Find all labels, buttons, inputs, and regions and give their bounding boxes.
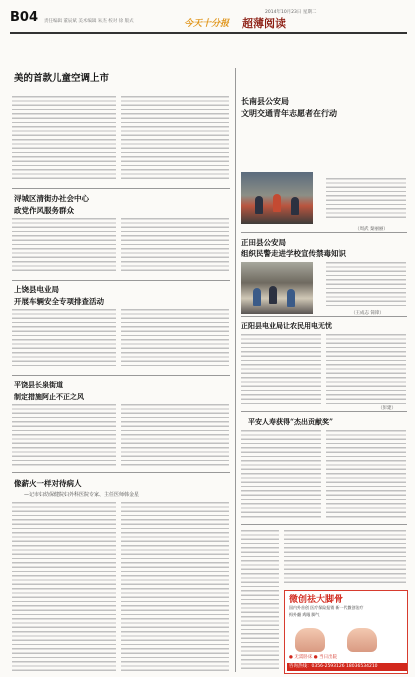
divider	[12, 280, 230, 281]
photo-credit: （周武 秦丽丽）	[355, 227, 388, 232]
police-title-2: 文明交通青年志愿者在行动	[241, 108, 337, 118]
police-title: 长南县公安局	[241, 96, 289, 106]
pingxiang-body-col1	[12, 404, 116, 466]
jiujiang-body-col2	[121, 218, 229, 274]
article-body	[241, 530, 279, 670]
safety-body-col1	[241, 430, 321, 518]
ad-title: 微创祛大脚骨	[289, 595, 344, 605]
photo-credit: （王成志 简锋）	[351, 311, 384, 316]
feature-subtitle: —记市妇幼保健院妇外科医院专家、主任医师韩金星	[24, 492, 140, 498]
pingxiang-body-col2	[121, 404, 229, 466]
person-figure	[253, 288, 261, 306]
divider	[241, 411, 407, 412]
safety-title: 平安人寿获得“杰出贡献奖”	[248, 417, 334, 426]
divider	[12, 472, 230, 473]
feature-title: 像薪火一样对待病人	[14, 479, 82, 488]
divider	[241, 232, 407, 233]
column-separator	[235, 68, 236, 672]
jiujiang-body-col1	[12, 218, 116, 274]
divider	[12, 375, 230, 376]
page-number: B04	[10, 10, 38, 25]
divider	[241, 524, 407, 525]
feature-body-col2	[121, 502, 229, 672]
ad-line: 国内外首创 医疗保险报销 新一代微创治疗	[289, 605, 364, 610]
section-title: 超薄阅读	[242, 17, 286, 30]
masthead	[10, 6, 407, 34]
person-figure	[273, 194, 281, 212]
person-figure	[291, 197, 299, 215]
zhengtian-title: 正田县公安局	[241, 238, 286, 247]
person-figure	[269, 286, 277, 304]
pingxiang-title: 平饶县长泉街道	[14, 380, 63, 389]
zhengtian-title-2: 组织民警走进学校宣传禁毒知识	[241, 249, 346, 258]
power-body-col1	[241, 334, 321, 404]
foot-image	[347, 628, 377, 652]
shangrao-title-2: 开展车辆安全专项排查活动	[14, 297, 104, 306]
shangrao-body-col1	[12, 309, 116, 369]
shangrao-title: 上饶县电业局	[14, 285, 59, 294]
person-figure	[287, 289, 295, 307]
divider	[241, 316, 407, 317]
ad-bullets: ● 无需卧床 ● 当日出院	[289, 655, 338, 660]
school-photo	[241, 262, 313, 314]
ad-box	[284, 590, 408, 674]
police-photo	[241, 172, 313, 224]
lead-article-body-col2	[121, 96, 229, 182]
power-title: 正阳县电业局让农民用电无忧	[241, 321, 332, 330]
ad-phone: 咨询热线：0356-2593126 18036534210	[287, 663, 407, 671]
person-figure	[255, 196, 263, 214]
newspaper-brand: 今天十分报	[184, 19, 230, 29]
pingxiang-title-2: 制定措施阿止不正之风	[14, 392, 84, 401]
zhengtian-body	[326, 262, 406, 306]
divider	[12, 188, 230, 189]
lead-article-title: 美的首款儿童空调上市	[14, 73, 110, 84]
ad-line: 拇外翻 鸡眼 脚气	[289, 612, 320, 617]
power-body-col2	[326, 334, 406, 404]
police-body	[326, 178, 406, 218]
shangrao-body-col2	[121, 309, 229, 369]
feature-body-col1	[12, 502, 116, 672]
jiujiang-title: 浔城区清街办社会中心	[14, 194, 89, 203]
issue-date: 2014年10月23日 星期二	[265, 10, 317, 15]
foot-image	[295, 628, 325, 652]
editor-credits: 责任编辑 董辰斌 美术编辑 朱杰 校对 徐 版式	[44, 19, 134, 24]
photo-credit: （彭建）	[378, 406, 396, 411]
safety-body-col2	[326, 430, 406, 518]
lead-article-body-col1	[12, 96, 116, 182]
article-body	[284, 530, 406, 585]
jiujiang-title-2: 政党作风服务群众	[14, 206, 74, 215]
